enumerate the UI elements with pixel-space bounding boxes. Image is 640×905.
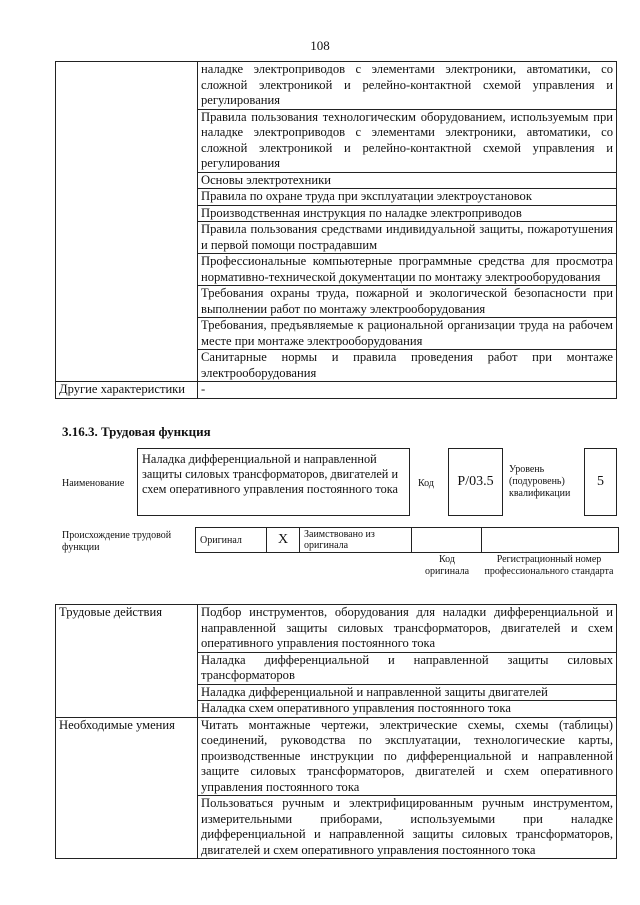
table-row (56, 717, 617, 796)
actions-skills-table (55, 604, 617, 859)
table-row (56, 605, 617, 653)
page-number: 108 (310, 38, 330, 53)
level-value-box: 5 (584, 448, 617, 516)
original-code-cell (412, 528, 482, 553)
original-mark: X (267, 528, 300, 553)
table-cell: Требования, предъявляемые к рациональной организации труда на рабочем месте при монтаже электрооборудования (198, 318, 617, 350)
table-cell: Основы электротехники (198, 172, 617, 189)
borrowed-label: Заимствовано из оригинала (300, 528, 412, 553)
table-cell: Правила по охране труда при эксплуатации электроустановок (198, 189, 617, 206)
original-label: Оригинал (196, 528, 267, 553)
function-name-box: Наладка дифференциальной и направленной защиты силовых трансформаторов, двигателей и схем оперативного управления постоянного тока (137, 448, 410, 516)
table-cell-empty (56, 62, 198, 382)
table-cell: Наладка дифференциальной и направленной защиты силовых трансформаторов (198, 652, 617, 684)
table-cell: Производственная инструкция по наладке электроприводов (198, 205, 617, 222)
reg-number-cell (482, 528, 619, 553)
knowledge-table (55, 61, 617, 399)
table-cell: Санитарные нормы и правила проведения работ при монтаже электрооборудования (198, 350, 617, 382)
origin-table (195, 527, 619, 553)
table-cell: Требования охраны труда, пожарной и экологической безопасности при выполнении работ по монтажу электрооборудования (198, 286, 617, 318)
code-value-box: P/03.5 (448, 448, 503, 516)
table-cell: Наладка дифференциальной и направленной защиты двигателей (198, 684, 617, 701)
level-label: Уровень (подуровень) квалификации (509, 464, 571, 499)
code-label: Код (418, 478, 434, 489)
table-cell: Пользоваться ручным и электрифицированным ручным инструментом, измерительными приборами, используемыми при наладке дифференциальной и направленной защиты силовых трансформаторов, двигателей и схем оперативного управления постоянного тока (198, 796, 617, 859)
reg-caption: Регистрационный номер профессионального стандарта (484, 554, 614, 577)
table-row (56, 382, 617, 399)
origin-label: Происхождение трудовой функции (62, 530, 172, 553)
other-characteristics-label: Другие характеристики (56, 382, 198, 399)
table-cell: Профессиональные компьютерные программные средства для просмотра нормативно-технической документации по монтажу электрооборудования (198, 254, 617, 286)
actions-label: Трудовые действия (56, 605, 198, 718)
table-row (196, 528, 619, 553)
code-caption: Код оригинала (424, 554, 470, 577)
skills-label: Необходимые умения (56, 717, 198, 859)
section-title: 3.16.3. Трудовая функция (62, 424, 211, 439)
table-cell: наладке электроприводов с элементами электроники, автоматики, со сложной электроникой и релейно-контактной схемой управления и регулирования (198, 62, 617, 110)
name-label: Наименование (62, 478, 125, 489)
table-cell: Читать монтажные чертежи, электрические схемы, схемы (таблицы) соединений, руководства по эксплуатации, технологические карты, производственные инструкции по дифференциальной и направленной защите силовых трансформаторов, двигателей и схем оперативного управления постоянного тока (198, 717, 617, 796)
table-cell: Правила пользования средствами индивидуальной защиты, пожаротушения и первой помощи пострадавшим (198, 222, 617, 254)
other-characteristics-value: - (198, 382, 617, 399)
table-cell: Подбор инструментов, оборудования для наладки дифференциальной и направленной защиты силовых трансформаторов, двигателей и схем оперативного управления постоянного тока (198, 605, 617, 653)
table-row (56, 62, 617, 110)
table-cell: Наладка схем оперативного управления постоянного тока (198, 701, 617, 718)
table-cell: Правила пользования технологическим оборудованием, используемым при наладке электроприводов с элементами электроники, автоматики, со сложной электроникой и релейно-контактной схемой управления и регулирования (198, 109, 617, 172)
